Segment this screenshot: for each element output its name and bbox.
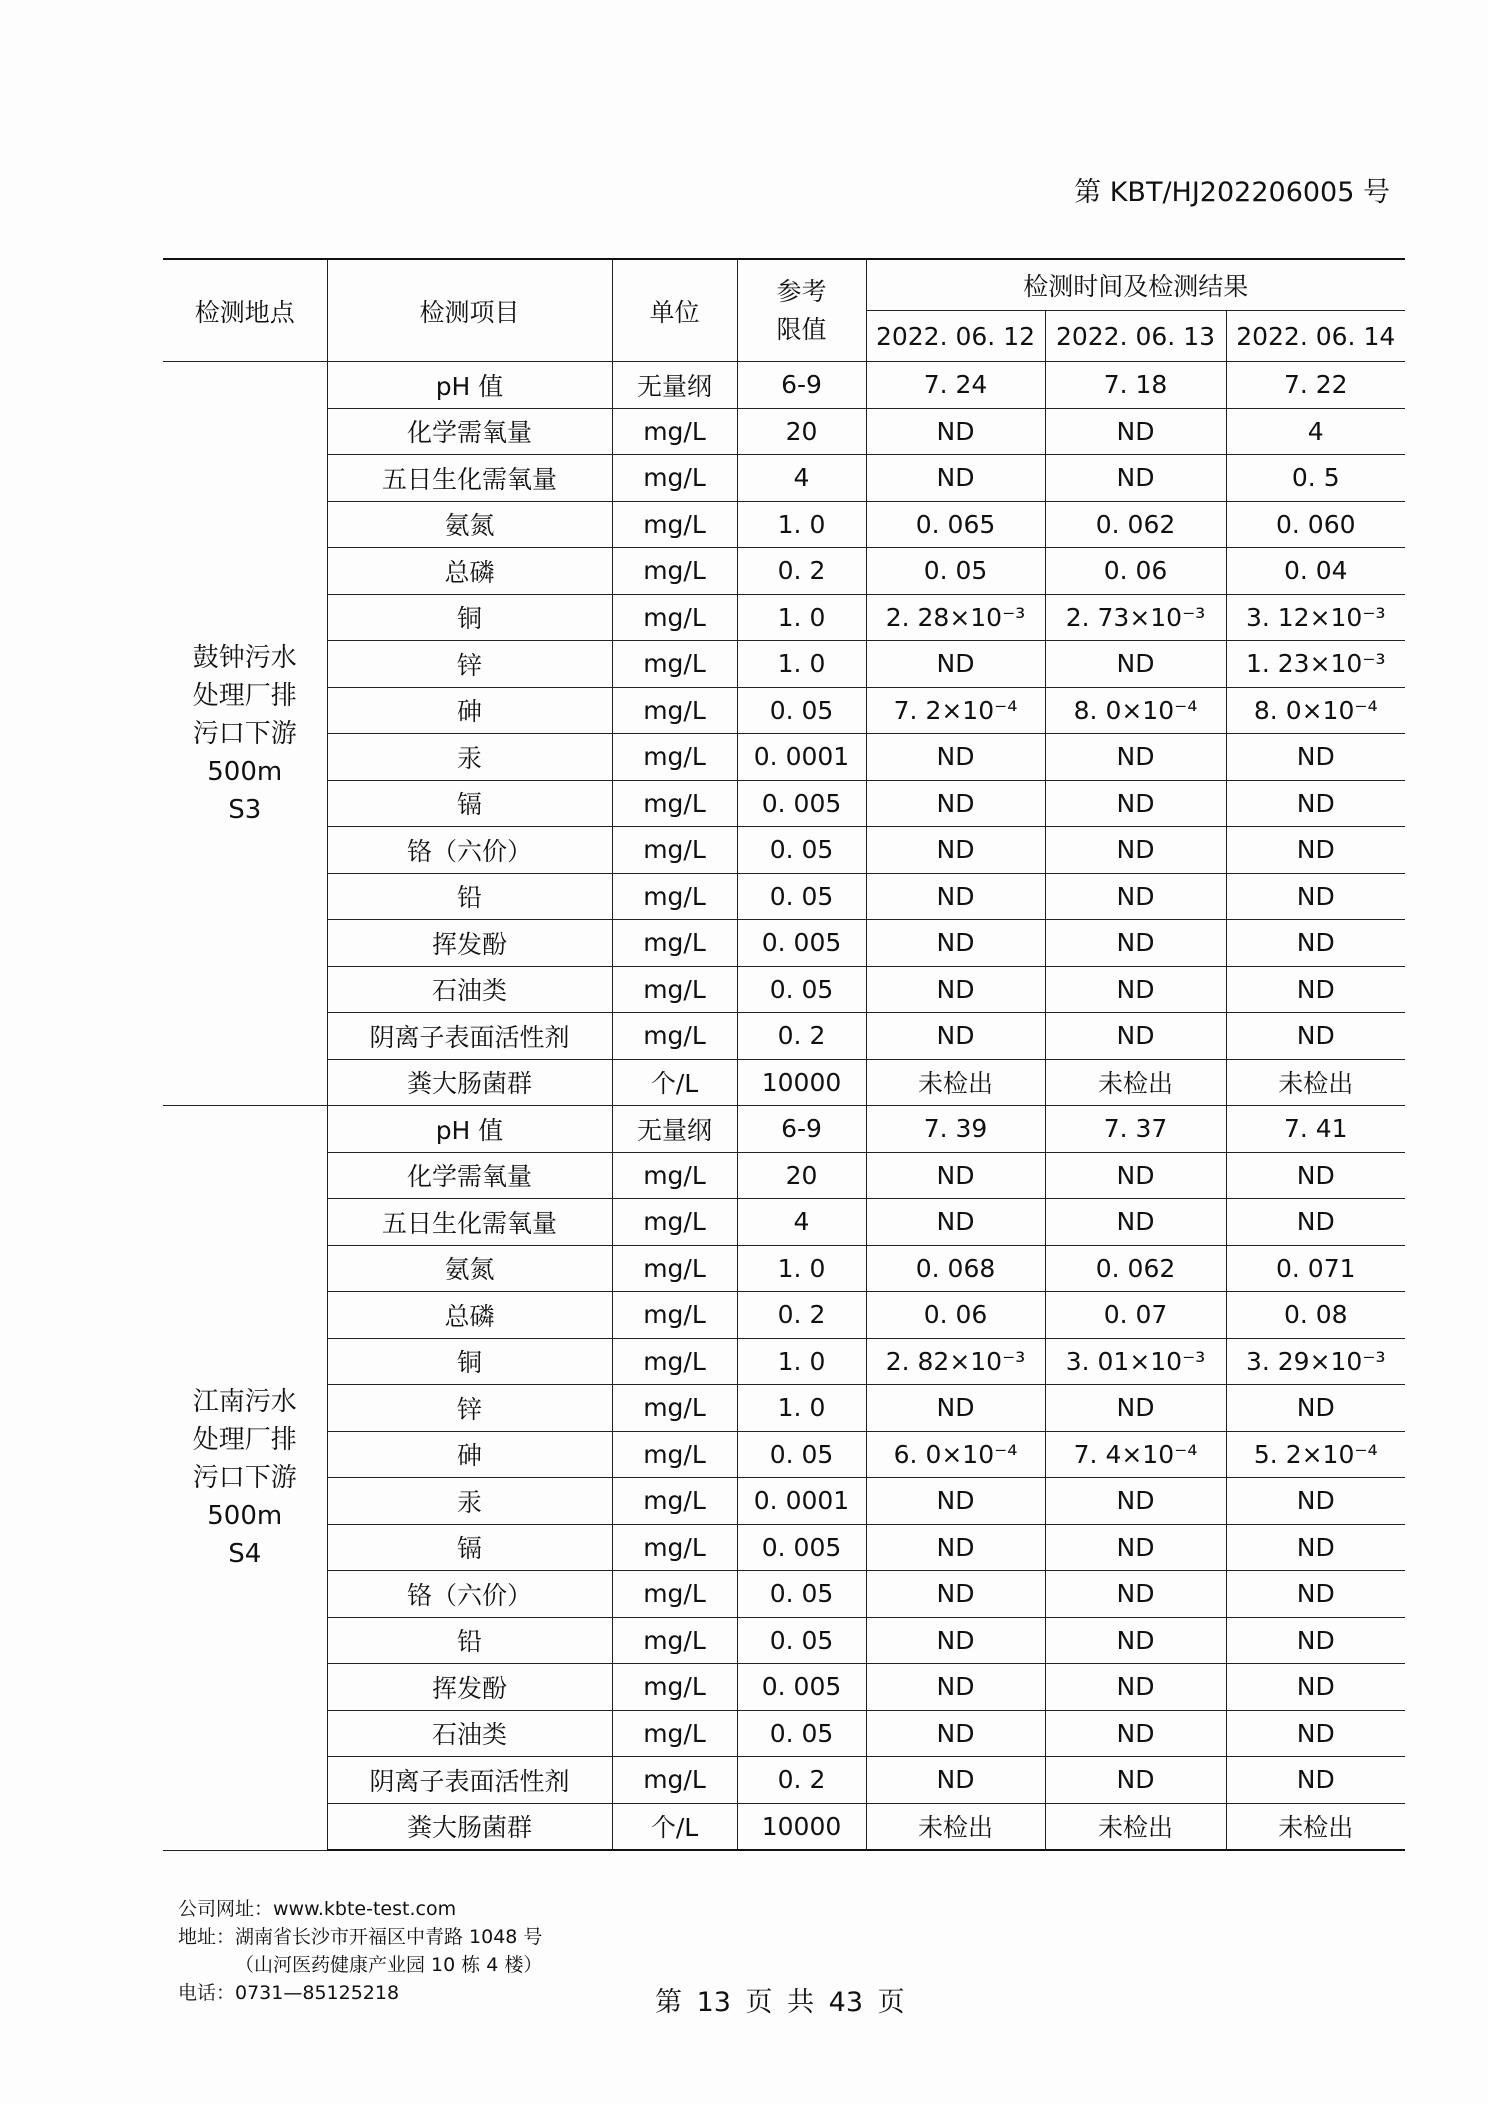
item-cell: 化学需氧量 xyxy=(327,1152,612,1199)
result-cell: ND xyxy=(1226,920,1405,967)
table-row xyxy=(163,780,1405,827)
header-site: 检测地点 xyxy=(163,259,327,362)
item-cell: 五日生化需氧量 xyxy=(327,1199,612,1246)
limit-cell: 0. 005 xyxy=(737,780,866,827)
report-number: 第 KBT/HJ202206005 号 xyxy=(1074,177,1390,208)
limit-cell: 1. 0 xyxy=(737,1245,866,1292)
table-row xyxy=(163,1152,1405,1199)
results-table xyxy=(163,258,1405,1851)
item-cell: 石油类 xyxy=(327,1710,612,1757)
unit-cell: mg/L xyxy=(612,1710,737,1757)
unit-cell: 个/L xyxy=(612,1803,737,1850)
item-cell: 五日生化需氧量 xyxy=(327,455,612,502)
result-cell: ND xyxy=(1045,780,1226,827)
limit-cell: 0. 005 xyxy=(737,1664,866,1711)
item-cell: 挥发酚 xyxy=(327,920,612,967)
site-name-line: S4 xyxy=(228,1538,262,1569)
item-cell: 粪大肠菌群 xyxy=(327,1803,612,1850)
limit-cell: 0. 05 xyxy=(737,1710,866,1757)
result-cell: ND xyxy=(1045,966,1226,1013)
table-row xyxy=(163,1106,1405,1153)
result-cell: ND xyxy=(1226,1710,1405,1757)
result-cell: 3. 29×10⁻³ xyxy=(1226,1338,1405,1385)
result-cell: 1. 23×10⁻³ xyxy=(1226,641,1405,688)
unit-cell: mg/L xyxy=(612,1478,737,1525)
item-cell: 总磷 xyxy=(327,1292,612,1339)
result-cell: ND xyxy=(1226,873,1405,920)
result-cell: ND xyxy=(1226,1152,1405,1199)
result-cell: ND xyxy=(1045,455,1226,502)
unit-cell: mg/L xyxy=(612,1152,737,1199)
table-row xyxy=(163,1803,1405,1850)
result-cell: ND xyxy=(866,827,1045,874)
site-name-line: 江南污水 xyxy=(192,1386,297,1417)
result-cell: 0. 065 xyxy=(866,501,1045,548)
unit-cell: mg/L xyxy=(612,1431,737,1478)
result-cell: 5. 2×10⁻⁴ xyxy=(1226,1431,1405,1478)
result-cell: ND xyxy=(866,1478,1045,1525)
result-cell: ND xyxy=(866,455,1045,502)
limit-cell: 20 xyxy=(737,408,866,455)
site-name-line: 处理厂排 xyxy=(192,1424,297,1455)
limit-cell: 1. 0 xyxy=(737,1338,866,1385)
result-cell: ND xyxy=(1045,1710,1226,1757)
limit-cell: 0. 05 xyxy=(737,1571,866,1618)
result-cell: 3. 12×10⁻³ xyxy=(1226,594,1405,641)
limit-cell: 1. 0 xyxy=(737,641,866,688)
unit-cell: mg/L xyxy=(612,1338,737,1385)
unit-cell: 无量纲 xyxy=(612,1106,737,1153)
result-cell: ND xyxy=(1226,1757,1405,1804)
unit-cell: mg/L xyxy=(612,1664,737,1711)
table-row xyxy=(163,455,1405,502)
result-cell: ND xyxy=(866,1664,1045,1711)
result-cell: ND xyxy=(866,966,1045,1013)
result-cell: ND xyxy=(1045,734,1226,781)
item-cell: 总磷 xyxy=(327,548,612,595)
item-cell: 氨氮 xyxy=(327,1245,612,1292)
header-item: 检测项目 xyxy=(327,259,612,362)
result-cell: ND xyxy=(1045,873,1226,920)
result-cell: ND xyxy=(1045,408,1226,455)
result-cell: ND xyxy=(866,641,1045,688)
limit-cell: 0. 05 xyxy=(737,1431,866,1478)
unit-cell: mg/L xyxy=(612,1617,737,1664)
table-row xyxy=(163,1431,1405,1478)
result-cell: ND xyxy=(1226,827,1405,874)
result-cell: 0. 071 xyxy=(1226,1245,1405,1292)
table-row xyxy=(163,1013,1405,1060)
result-cell: ND xyxy=(1226,1664,1405,1711)
item-cell: 铜 xyxy=(327,594,612,641)
limit-cell: 0. 05 xyxy=(737,873,866,920)
result-cell: 未检出 xyxy=(866,1803,1045,1850)
result-cell: ND xyxy=(866,734,1045,781)
result-cell: 0. 08 xyxy=(1226,1292,1405,1339)
footer-address: 地址：湖南省长沙市开福区中青路 1048 号 xyxy=(178,1926,543,1948)
site-cell xyxy=(163,362,327,1106)
result-cell: 0. 060 xyxy=(1226,501,1405,548)
result-cell: 7. 37 xyxy=(1045,1106,1226,1153)
result-cell: ND xyxy=(866,1152,1045,1199)
result-cell: 8. 0×10⁻⁴ xyxy=(1045,687,1226,734)
result-cell: 2. 73×10⁻³ xyxy=(1045,594,1226,641)
limit-cell: 0. 05 xyxy=(737,966,866,1013)
limit-cell: 0. 2 xyxy=(737,1292,866,1339)
unit-cell: mg/L xyxy=(612,641,737,688)
unit-cell: mg/L xyxy=(612,827,737,874)
header-unit: 单位 xyxy=(612,259,737,362)
result-cell: ND xyxy=(1045,1385,1226,1432)
table-row xyxy=(163,687,1405,734)
item-cell: 汞 xyxy=(327,734,612,781)
footer-address-line2: （山河医药健康产业园 10 栋 4 楼） xyxy=(235,1954,543,1976)
item-cell: 阴离子表面活性剂 xyxy=(327,1013,612,1060)
item-cell: 阴离子表面活性剂 xyxy=(327,1757,612,1804)
site-name-line: 污口下游 xyxy=(192,718,297,749)
result-cell: 6. 0×10⁻⁴ xyxy=(866,1431,1045,1478)
unit-cell: mg/L xyxy=(612,1292,737,1339)
result-cell: 7. 4×10⁻⁴ xyxy=(1045,1431,1226,1478)
result-cell: ND xyxy=(1226,1013,1405,1060)
table-row xyxy=(163,1710,1405,1757)
limit-cell: 1. 0 xyxy=(737,594,866,641)
table-row xyxy=(163,1571,1405,1618)
result-cell: 7. 2×10⁻⁴ xyxy=(866,687,1045,734)
limit-cell: 6-9 xyxy=(737,1106,866,1153)
limit-cell: 6-9 xyxy=(737,362,866,409)
result-cell: ND xyxy=(1226,1478,1405,1525)
header-date: 2022. 06. 12 xyxy=(866,311,1045,362)
table-row xyxy=(163,1757,1405,1804)
result-cell: ND xyxy=(1045,1757,1226,1804)
result-cell: ND xyxy=(866,1757,1045,1804)
result-cell: ND xyxy=(1045,1199,1226,1246)
result-cell: ND xyxy=(866,1617,1045,1664)
unit-cell: mg/L xyxy=(612,780,737,827)
result-cell: ND xyxy=(866,1710,1045,1757)
unit-cell: mg/L xyxy=(612,594,737,641)
result-cell: 未检出 xyxy=(1045,1803,1226,1850)
result-cell: ND xyxy=(1045,1524,1226,1571)
site-name-line: 500m xyxy=(207,756,283,787)
result-cell: 2. 82×10⁻³ xyxy=(866,1338,1045,1385)
site-name-line: 500m xyxy=(207,1500,283,1531)
result-cell: ND xyxy=(1226,780,1405,827)
result-cell: ND xyxy=(1045,1013,1226,1060)
result-cell: ND xyxy=(866,920,1045,967)
result-cell: 8. 0×10⁻⁴ xyxy=(1226,687,1405,734)
result-cell: ND xyxy=(1045,641,1226,688)
header-limit-text: 参考限值 xyxy=(776,276,827,344)
table-row xyxy=(163,501,1405,548)
result-cell: 7. 39 xyxy=(866,1106,1045,1153)
item-cell: 砷 xyxy=(327,1431,612,1478)
item-cell: 粪大肠菌群 xyxy=(327,1059,612,1106)
table-row xyxy=(163,594,1405,641)
item-cell: pH 值 xyxy=(327,362,612,409)
result-cell: 0. 06 xyxy=(1045,548,1226,595)
unit-cell: mg/L xyxy=(612,408,737,455)
result-cell: ND xyxy=(1045,1617,1226,1664)
result-cell: 未检出 xyxy=(1226,1059,1405,1106)
result-cell: ND xyxy=(866,873,1045,920)
limit-cell: 0. 05 xyxy=(737,827,866,874)
table-row xyxy=(163,1617,1405,1664)
item-cell: 铜 xyxy=(327,1338,612,1385)
result-cell: ND xyxy=(866,1524,1045,1571)
result-cell: ND xyxy=(1226,1571,1405,1618)
limit-cell: 0. 2 xyxy=(737,548,866,595)
limit-cell: 0. 05 xyxy=(737,687,866,734)
limit-cell: 4 xyxy=(737,455,866,502)
result-cell: ND xyxy=(1045,1152,1226,1199)
table-row xyxy=(163,1478,1405,1525)
site-name-line: 处理厂排 xyxy=(192,680,297,711)
unit-cell: mg/L xyxy=(612,1245,737,1292)
table-row xyxy=(163,1664,1405,1711)
item-cell: 石油类 xyxy=(327,966,612,1013)
item-cell: 镉 xyxy=(327,780,612,827)
result-cell: ND xyxy=(1226,1617,1405,1664)
site-name-line: 污口下游 xyxy=(192,1462,297,1493)
result-cell: 7. 18 xyxy=(1045,362,1226,409)
table-row xyxy=(163,548,1405,595)
result-cell: 7. 22 xyxy=(1226,362,1405,409)
unit-cell: mg/L xyxy=(612,1199,737,1246)
result-cell: 4 xyxy=(1226,408,1405,455)
unit-cell: mg/L xyxy=(612,966,737,1013)
item-cell: 氨氮 xyxy=(327,501,612,548)
table-row xyxy=(163,1385,1405,1432)
unit-cell: mg/L xyxy=(612,1385,737,1432)
result-cell: ND xyxy=(1045,827,1226,874)
header-date: 2022. 06. 13 xyxy=(1045,311,1226,362)
limit-cell: 0. 2 xyxy=(737,1013,866,1060)
table-row xyxy=(163,641,1405,688)
limit-cell: 0. 2 xyxy=(737,1757,866,1804)
item-cell: 汞 xyxy=(327,1478,612,1525)
result-cell: 0. 07 xyxy=(1045,1292,1226,1339)
result-cell: ND xyxy=(1226,966,1405,1013)
table-row xyxy=(163,1292,1405,1339)
result-cell: ND xyxy=(1226,1385,1405,1432)
result-cell: ND xyxy=(1045,1571,1226,1618)
table-row xyxy=(163,734,1405,781)
table-row xyxy=(163,827,1405,874)
result-cell: ND xyxy=(1226,1199,1405,1246)
result-cell: 未检出 xyxy=(1045,1059,1226,1106)
limit-cell: 10000 xyxy=(737,1803,866,1850)
limit-cell: 0. 005 xyxy=(737,920,866,967)
unit-cell: mg/L xyxy=(612,873,737,920)
table-row xyxy=(163,920,1405,967)
result-cell: ND xyxy=(1226,1524,1405,1571)
site-cell xyxy=(163,1106,327,1851)
result-cell: ND xyxy=(866,408,1045,455)
unit-cell: mg/L xyxy=(612,1571,737,1618)
result-cell: 0. 068 xyxy=(866,1245,1045,1292)
unit-cell: mg/L xyxy=(612,687,737,734)
limit-cell: 0. 0001 xyxy=(737,734,866,781)
unit-cell: mg/L xyxy=(612,455,737,502)
footer-phone: 电话：0731—85125218 xyxy=(178,1982,400,2004)
footer xyxy=(178,1895,542,2007)
page-number: 第 13 页 共 43 页 xyxy=(655,1987,905,2018)
site-name-line: S3 xyxy=(228,794,262,825)
table-row xyxy=(163,1199,1405,1246)
unit-cell: mg/L xyxy=(612,501,737,548)
result-cell: 未检出 xyxy=(1226,1803,1405,1850)
unit-cell: 无量纲 xyxy=(612,362,737,409)
result-cell: 0. 04 xyxy=(1226,548,1405,595)
unit-cell: mg/L xyxy=(612,920,737,967)
result-cell: ND xyxy=(866,780,1045,827)
unit-cell: 个/L xyxy=(612,1059,737,1106)
item-cell: 镉 xyxy=(327,1524,612,1571)
footer-website: 公司网址：www.kbte-test.com xyxy=(178,1898,457,1920)
item-cell: 化学需氧量 xyxy=(327,408,612,455)
item-cell: pH 值 xyxy=(327,1106,612,1153)
limit-cell: 20 xyxy=(737,1152,866,1199)
result-cell: 2. 28×10⁻³ xyxy=(866,594,1045,641)
result-cell: ND xyxy=(1045,1478,1226,1525)
result-cell: ND xyxy=(866,1385,1045,1432)
table-row xyxy=(163,1059,1405,1106)
item-cell: 锌 xyxy=(327,641,612,688)
table-row xyxy=(163,1245,1405,1292)
result-cell: 3. 01×10⁻³ xyxy=(1045,1338,1226,1385)
result-cell: 7. 41 xyxy=(1226,1106,1405,1153)
table-row xyxy=(163,408,1405,455)
table-row xyxy=(163,362,1405,409)
unit-cell: mg/L xyxy=(612,1757,737,1804)
result-cell: 未检出 xyxy=(866,1059,1045,1106)
unit-cell: mg/L xyxy=(612,548,737,595)
result-cell: ND xyxy=(866,1013,1045,1060)
item-cell: 铅 xyxy=(327,873,612,920)
header-date: 2022. 06. 14 xyxy=(1226,311,1405,362)
result-cell: ND xyxy=(1045,920,1226,967)
item-cell: 铅 xyxy=(327,1617,612,1664)
header-limit xyxy=(737,259,866,362)
result-cell: ND xyxy=(866,1571,1045,1618)
result-cell: 0. 5 xyxy=(1226,455,1405,502)
unit-cell: mg/L xyxy=(612,1013,737,1060)
limit-cell: 4 xyxy=(737,1199,866,1246)
item-cell: 砷 xyxy=(327,687,612,734)
unit-cell: mg/L xyxy=(612,734,737,781)
limit-cell: 0. 005 xyxy=(737,1524,866,1571)
limit-cell: 0. 05 xyxy=(737,1617,866,1664)
result-cell: ND xyxy=(1045,1664,1226,1711)
item-cell: 锌 xyxy=(327,1385,612,1432)
table-row xyxy=(163,1524,1405,1571)
header-results: 检测时间及检测结果 xyxy=(866,259,1405,311)
table-row xyxy=(163,873,1405,920)
result-cell: ND xyxy=(866,1199,1045,1246)
result-cell: ND xyxy=(1226,734,1405,781)
result-cell: 7. 24 xyxy=(866,362,1045,409)
site-name-line: 鼓钟污水 xyxy=(192,642,297,673)
table-body xyxy=(163,362,1405,1851)
item-cell: 铬（六价） xyxy=(327,827,612,874)
result-cell: 0. 062 xyxy=(1045,1245,1226,1292)
limit-cell: 10000 xyxy=(737,1059,866,1106)
item-cell: 挥发酚 xyxy=(327,1664,612,1711)
result-cell: 0. 062 xyxy=(1045,501,1226,548)
limit-cell: 0. 0001 xyxy=(737,1478,866,1525)
limit-cell: 1. 0 xyxy=(737,1385,866,1432)
result-cell: 0. 05 xyxy=(866,548,1045,595)
item-cell: 铬（六价） xyxy=(327,1571,612,1618)
limit-cell: 1. 0 xyxy=(737,501,866,548)
unit-cell: mg/L xyxy=(612,1524,737,1571)
table-row xyxy=(163,966,1405,1013)
table-row xyxy=(163,1338,1405,1385)
result-cell: 0. 06 xyxy=(866,1292,1045,1339)
